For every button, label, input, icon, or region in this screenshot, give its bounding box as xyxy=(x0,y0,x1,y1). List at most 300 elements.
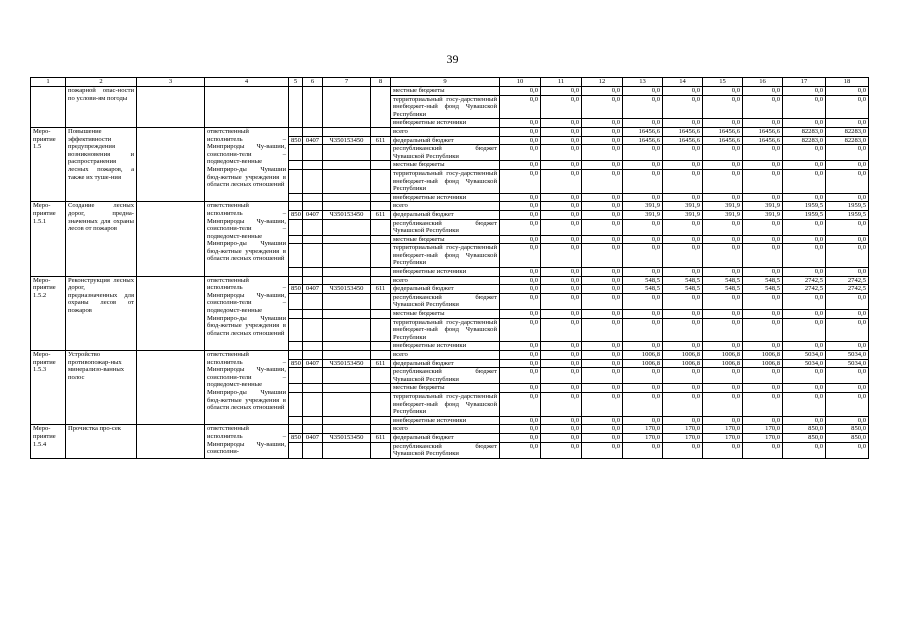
value-cell-col-16: 0,0 xyxy=(743,368,783,384)
value-cell-col-13: 548,5 xyxy=(623,285,663,294)
budget-code-c6 xyxy=(303,310,323,319)
value-cell-col-16: 0,0 xyxy=(743,416,783,425)
value-cell-col-12: 0,0 xyxy=(582,119,623,128)
column-number-row xyxy=(31,78,869,87)
target-indicator xyxy=(137,202,205,276)
value-cell-col-11: 0,0 xyxy=(541,87,582,96)
measure-label: Меро-приятие 1.5.3 xyxy=(31,351,66,425)
funding-source: внебюджетные источники xyxy=(391,416,500,425)
value-cell-col-12: 0,0 xyxy=(582,285,623,294)
budget-code-c7 xyxy=(323,193,371,202)
value-cell-col-14: 0,0 xyxy=(663,342,703,351)
funding-source: местные бюджеты xyxy=(391,161,500,170)
value-cell-col-13: 391,9 xyxy=(623,210,663,219)
value-cell-col-14: 0,0 xyxy=(663,442,703,458)
value-cell-col-16: 0,0 xyxy=(743,384,783,393)
value-cell-col-15: 0,0 xyxy=(703,318,743,342)
funding-source: местные бюджеты xyxy=(391,87,500,96)
value-cell-col-15: 0,0 xyxy=(703,293,743,309)
value-cell-col-14: 0,0 xyxy=(663,268,703,277)
budget-code-c5 xyxy=(289,202,303,211)
value-cell-col-10: 0,0 xyxy=(500,161,541,170)
value-cell-col-12: 0,0 xyxy=(582,268,623,277)
column-number-15: 15 xyxy=(703,78,743,87)
value-cell-col-17: 5034,0 xyxy=(783,351,826,360)
value-cell-col-16: 0,0 xyxy=(743,318,783,342)
budget-code-c5 xyxy=(289,384,303,393)
value-cell-col-12: 0,0 xyxy=(582,433,623,442)
table-row xyxy=(31,202,869,211)
value-cell-col-18: 0,0 xyxy=(826,244,869,268)
value-cell-col-11: 0,0 xyxy=(541,119,582,128)
column-number-9: 9 xyxy=(391,78,500,87)
value-cell-col-15: 0,0 xyxy=(703,368,743,384)
value-cell-col-17: 850,0 xyxy=(783,433,826,442)
budget-code-c7 xyxy=(323,416,371,425)
value-cell-col-18: 850,0 xyxy=(826,433,869,442)
value-cell-col-18: 0,0 xyxy=(826,318,869,342)
value-cell-col-13: 0,0 xyxy=(623,169,663,193)
value-cell-col-13: 0,0 xyxy=(623,219,663,235)
budget-code-c7 xyxy=(323,161,371,170)
value-cell-col-16: 1006,8 xyxy=(743,351,783,360)
value-cell-col-12: 0,0 xyxy=(582,425,623,434)
budget-code-c5: 850 xyxy=(289,285,303,294)
value-cell-col-14: 0,0 xyxy=(663,119,703,128)
value-cell-col-16: 0,0 xyxy=(743,342,783,351)
value-cell-col-17: 1959,5 xyxy=(783,210,826,219)
value-cell-col-11: 0,0 xyxy=(541,235,582,244)
value-cell-col-10: 0,0 xyxy=(500,342,541,351)
value-cell-col-17: 0,0 xyxy=(783,293,826,309)
value-cell-col-15: 391,9 xyxy=(703,210,743,219)
budget-code-c5 xyxy=(289,368,303,384)
value-cell-col-13: 548,5 xyxy=(623,276,663,285)
value-cell-col-17: 82283,0 xyxy=(783,127,826,136)
value-cell-col-17: 82283,0 xyxy=(783,136,826,145)
value-cell-col-10: 0,0 xyxy=(500,416,541,425)
value-cell-col-11: 0,0 xyxy=(541,244,582,268)
budget-code-c7 xyxy=(323,244,371,268)
value-cell-col-18: 5034,0 xyxy=(826,359,869,368)
budget-code-c6 xyxy=(303,392,323,416)
budget-code-c6 xyxy=(303,293,323,309)
value-cell-col-14: 0,0 xyxy=(663,193,703,202)
column-number-4: 4 xyxy=(205,78,289,87)
value-cell-col-10: 0,0 xyxy=(500,293,541,309)
value-cell-col-18: 0,0 xyxy=(826,384,869,393)
budget-code-c6 xyxy=(303,318,323,342)
budget-code-c5 xyxy=(289,416,303,425)
value-cell-col-12: 0,0 xyxy=(582,169,623,193)
budget-code-c8 xyxy=(371,87,391,128)
measure-label: Меро-приятие 1.5 xyxy=(31,127,66,201)
value-cell-col-11: 0,0 xyxy=(541,442,582,458)
value-cell-col-11: 0,0 xyxy=(541,193,582,202)
value-cell-col-15: 0,0 xyxy=(703,268,743,277)
value-cell-col-18: 0,0 xyxy=(826,342,869,351)
table-header xyxy=(31,78,869,87)
funding-source: местные бюджеты xyxy=(391,384,500,393)
column-number-7: 7 xyxy=(323,78,371,87)
value-cell-col-16: 548,5 xyxy=(743,276,783,285)
budget-code-c5 xyxy=(289,235,303,244)
budget-code-c5 xyxy=(289,127,303,136)
measure-label xyxy=(31,87,66,128)
value-cell-col-11: 0,0 xyxy=(541,145,582,161)
value-cell-col-17: 0,0 xyxy=(783,169,826,193)
value-cell-col-13: 0,0 xyxy=(623,145,663,161)
value-cell-col-15: 0,0 xyxy=(703,342,743,351)
value-cell-col-16: 0,0 xyxy=(743,95,783,119)
budget-code-c8: 611 xyxy=(371,136,391,145)
value-cell-col-11: 0,0 xyxy=(541,384,582,393)
value-cell-col-12: 0,0 xyxy=(582,276,623,285)
value-cell-col-18: 0,0 xyxy=(826,442,869,458)
budget-code-c6 xyxy=(303,87,323,128)
budget-code-c7: Ч350153450 xyxy=(323,433,371,442)
value-cell-col-18: 0,0 xyxy=(826,145,869,161)
budget-code-c8: 611 xyxy=(371,210,391,219)
value-cell-col-13: 0,0 xyxy=(623,293,663,309)
value-cell-col-17: 0,0 xyxy=(783,145,826,161)
budget-code-c5 xyxy=(289,425,303,434)
target-indicator xyxy=(137,127,205,201)
value-cell-col-17: 0,0 xyxy=(783,310,826,319)
value-cell-col-18: 0,0 xyxy=(826,119,869,128)
budget-code-c8 xyxy=(371,310,391,319)
budget-code-c7 xyxy=(323,384,371,393)
value-cell-col-15: 16456,6 xyxy=(703,136,743,145)
column-number-1: 1 xyxy=(31,78,66,87)
table-row xyxy=(31,425,869,434)
value-cell-col-13: 0,0 xyxy=(623,384,663,393)
value-cell-col-10: 0,0 xyxy=(500,145,541,161)
value-cell-col-16: 0,0 xyxy=(743,392,783,416)
value-cell-col-11: 0,0 xyxy=(541,210,582,219)
value-cell-col-13: 0,0 xyxy=(623,161,663,170)
value-cell-col-14: 1006,8 xyxy=(663,359,703,368)
value-cell-col-12: 0,0 xyxy=(582,342,623,351)
value-cell-col-10: 0,0 xyxy=(500,318,541,342)
budget-code-c8 xyxy=(371,244,391,268)
value-cell-col-15: 0,0 xyxy=(703,384,743,393)
budget-code-c5 xyxy=(289,351,303,360)
budget-code-c8 xyxy=(371,342,391,351)
budget-code-c6 xyxy=(303,425,323,434)
budget-code-c5 xyxy=(289,244,303,268)
value-cell-col-11: 0,0 xyxy=(541,433,582,442)
budget-code-c7 xyxy=(323,442,371,458)
value-cell-col-18: 1959,5 xyxy=(826,210,869,219)
value-cell-col-16: 0,0 xyxy=(743,161,783,170)
value-cell-col-11: 0,0 xyxy=(541,351,582,360)
budget-code-c5 xyxy=(289,310,303,319)
value-cell-col-18: 1959,5 xyxy=(826,202,869,211)
value-cell-col-10: 0,0 xyxy=(500,310,541,319)
budget-code-c5: 850 xyxy=(289,210,303,219)
value-cell-col-14: 391,9 xyxy=(663,210,703,219)
value-cell-col-12: 0,0 xyxy=(582,95,623,119)
budget-code-c8 xyxy=(371,235,391,244)
budget-code-c6 xyxy=(303,235,323,244)
responsible-executor: ответственный исполнитель – Минприроды Чу-вашии, соисполни-тели – подведомст-венные Минприро-ды Чувашии бюд-жетные учреждения в области лесных отношений xyxy=(205,127,289,201)
budget-code-c7 xyxy=(323,425,371,434)
budget-code-c5 xyxy=(289,161,303,170)
value-cell-col-16: 0,0 xyxy=(743,193,783,202)
value-cell-col-10: 0,0 xyxy=(500,244,541,268)
measure-name: Создание лесных дорог, предна-значенных для охраны лесов от пожаров xyxy=(66,202,137,276)
value-cell-col-13: 0,0 xyxy=(623,119,663,128)
budget-code-c7 xyxy=(323,318,371,342)
measure-name: Устройство противопожар-ных минерализо-ванных полос xyxy=(66,351,137,425)
funding-source: внебюджетные источники xyxy=(391,268,500,277)
value-cell-col-17: 2742,5 xyxy=(783,276,826,285)
budget-code-c8 xyxy=(371,392,391,416)
value-cell-col-16: 0,0 xyxy=(743,87,783,96)
value-cell-col-14: 0,0 xyxy=(663,392,703,416)
responsible-executor: ответственный исполнитель – Минприроды Чу-вашии, соисполни-тели – подведомст-венные Минприро-ды Чувашии бюд-жетные учреждения в области лесных отношений xyxy=(205,276,289,350)
value-cell-col-12: 0,0 xyxy=(582,368,623,384)
value-cell-col-16: 0,0 xyxy=(743,219,783,235)
value-cell-col-16: 0,0 xyxy=(743,310,783,319)
value-cell-col-12: 0,0 xyxy=(582,193,623,202)
value-cell-col-15: 16456,6 xyxy=(703,127,743,136)
funding-source: республиканский бюджет Чувашской Республики xyxy=(391,293,500,309)
funding-source: федеральный бюджет xyxy=(391,285,500,294)
funding-source: федеральный бюджет xyxy=(391,210,500,219)
value-cell-col-11: 0,0 xyxy=(541,268,582,277)
value-cell-col-12: 0,0 xyxy=(582,210,623,219)
value-cell-col-17: 0,0 xyxy=(783,442,826,458)
value-cell-col-10: 0,0 xyxy=(500,127,541,136)
value-cell-col-15: 0,0 xyxy=(703,161,743,170)
measure-name: Прочистка про-сек xyxy=(66,425,137,458)
value-cell-col-14: 0,0 xyxy=(663,310,703,319)
column-number-5: 5 xyxy=(289,78,303,87)
value-cell-col-12: 0,0 xyxy=(582,235,623,244)
budget-code-c6: 0407 xyxy=(303,210,323,219)
budget-code-c8 xyxy=(371,416,391,425)
column-number-3: 3 xyxy=(137,78,205,87)
value-cell-col-18: 0,0 xyxy=(826,87,869,96)
value-cell-col-14: 0,0 xyxy=(663,169,703,193)
value-cell-col-10: 0,0 xyxy=(500,359,541,368)
value-cell-col-14: 0,0 xyxy=(663,95,703,119)
value-cell-col-17: 0,0 xyxy=(783,235,826,244)
budget-code-c8 xyxy=(371,127,391,136)
value-cell-col-10: 0,0 xyxy=(500,87,541,96)
value-cell-col-17: 2742,5 xyxy=(783,285,826,294)
value-cell-col-10: 0,0 xyxy=(500,119,541,128)
budget-code-c5 xyxy=(289,342,303,351)
budget-code-c6: 0407 xyxy=(303,285,323,294)
value-cell-col-18: 0,0 xyxy=(826,169,869,193)
value-cell-col-14: 0,0 xyxy=(663,368,703,384)
value-cell-col-11: 0,0 xyxy=(541,95,582,119)
value-cell-col-14: 391,9 xyxy=(663,202,703,211)
value-cell-col-10: 0,0 xyxy=(500,392,541,416)
value-cell-col-15: 0,0 xyxy=(703,392,743,416)
value-cell-col-17: 0,0 xyxy=(783,384,826,393)
value-cell-col-17: 0,0 xyxy=(783,161,826,170)
column-number-6: 6 xyxy=(303,78,323,87)
funding-source: республиканский бюджет Чувашской Республики xyxy=(391,145,500,161)
budget-code-c8 xyxy=(371,219,391,235)
table-row xyxy=(31,127,869,136)
value-cell-col-14: 0,0 xyxy=(663,235,703,244)
budget-code-c6: 0407 xyxy=(303,359,323,368)
budget-code-c7 xyxy=(323,342,371,351)
budget-code-c8 xyxy=(371,351,391,360)
column-number-8: 8 xyxy=(371,78,391,87)
value-cell-col-13: 0,0 xyxy=(623,235,663,244)
value-cell-col-15: 1006,8 xyxy=(703,351,743,360)
value-cell-col-14: 548,5 xyxy=(663,276,703,285)
value-cell-col-10: 0,0 xyxy=(500,384,541,393)
value-cell-col-10: 0,0 xyxy=(500,268,541,277)
target-indicator xyxy=(137,425,205,458)
budget-code-c6 xyxy=(303,351,323,360)
value-cell-col-11: 0,0 xyxy=(541,136,582,145)
budget-code-c6 xyxy=(303,368,323,384)
budget-code-c7 xyxy=(323,235,371,244)
value-cell-col-10: 0,0 xyxy=(500,442,541,458)
funding-source: всего xyxy=(391,202,500,211)
value-cell-col-16: 391,9 xyxy=(743,202,783,211)
value-cell-col-13: 170,0 xyxy=(623,425,663,434)
budget-code-c8: 611 xyxy=(371,285,391,294)
column-number-16: 16 xyxy=(743,78,783,87)
value-cell-col-16: 170,0 xyxy=(743,425,783,434)
budget-code-c5 xyxy=(289,276,303,285)
funding-source: республиканский бюджет Чувашской Республики xyxy=(391,368,500,384)
value-cell-col-13: 0,0 xyxy=(623,310,663,319)
budget-code-c8 xyxy=(371,276,391,285)
value-cell-col-15: 548,5 xyxy=(703,276,743,285)
measure-name: пожарной опас-ности по услови-ям погоды xyxy=(66,87,137,128)
budget-code-c7 xyxy=(323,268,371,277)
value-cell-col-11: 0,0 xyxy=(541,219,582,235)
value-cell-col-14: 0,0 xyxy=(663,145,703,161)
value-cell-col-17: 0,0 xyxy=(783,416,826,425)
value-cell-col-10: 0,0 xyxy=(500,95,541,119)
budget-code-c7 xyxy=(323,202,371,211)
value-cell-col-16: 0,0 xyxy=(743,293,783,309)
value-cell-col-16: 0,0 xyxy=(743,235,783,244)
value-cell-col-13: 0,0 xyxy=(623,268,663,277)
column-number-17: 17 xyxy=(783,78,826,87)
funding-source: внебюджетные источники xyxy=(391,342,500,351)
value-cell-col-14: 1006,8 xyxy=(663,351,703,360)
value-cell-col-15: 0,0 xyxy=(703,219,743,235)
value-cell-col-11: 0,0 xyxy=(541,293,582,309)
value-cell-col-15: 0,0 xyxy=(703,244,743,268)
value-cell-col-17: 0,0 xyxy=(783,193,826,202)
value-cell-col-12: 0,0 xyxy=(582,244,623,268)
value-cell-col-14: 0,0 xyxy=(663,219,703,235)
value-cell-col-12: 0,0 xyxy=(582,161,623,170)
budget-code-c8 xyxy=(371,145,391,161)
value-cell-col-11: 0,0 xyxy=(541,169,582,193)
value-cell-col-10: 0,0 xyxy=(500,425,541,434)
value-cell-col-10: 0,0 xyxy=(500,202,541,211)
value-cell-col-13: 16456,6 xyxy=(623,136,663,145)
value-cell-col-15: 391,9 xyxy=(703,202,743,211)
value-cell-col-18: 82283,0 xyxy=(826,127,869,136)
budget-code-c8 xyxy=(371,425,391,434)
value-cell-col-18: 0,0 xyxy=(826,193,869,202)
value-cell-col-11: 0,0 xyxy=(541,425,582,434)
value-cell-col-11: 0,0 xyxy=(541,202,582,211)
responsible-executor xyxy=(205,87,289,128)
value-cell-col-18: 82283,0 xyxy=(826,136,869,145)
funding-source: всего xyxy=(391,351,500,360)
budget-code-c5 xyxy=(289,87,303,128)
value-cell-col-18: 0,0 xyxy=(826,268,869,277)
budget-code-c7 xyxy=(323,351,371,360)
value-cell-col-13: 0,0 xyxy=(623,193,663,202)
funding-source: внебюджетные источники xyxy=(391,119,500,128)
value-cell-col-16: 170,0 xyxy=(743,433,783,442)
budget-code-c8 xyxy=(371,161,391,170)
value-cell-col-14: 548,5 xyxy=(663,285,703,294)
value-cell-col-18: 0,0 xyxy=(826,219,869,235)
funding-source: местные бюджеты xyxy=(391,235,500,244)
value-cell-col-18: 0,0 xyxy=(826,235,869,244)
column-number-10: 10 xyxy=(500,78,541,87)
value-cell-col-17: 0,0 xyxy=(783,95,826,119)
value-cell-col-13: 1006,8 xyxy=(623,351,663,360)
table-row xyxy=(31,276,869,285)
value-cell-col-15: 0,0 xyxy=(703,416,743,425)
value-cell-col-14: 0,0 xyxy=(663,293,703,309)
budget-code-c8 xyxy=(371,384,391,393)
budget-code-c8: 611 xyxy=(371,433,391,442)
value-cell-col-16: 0,0 xyxy=(743,145,783,161)
value-cell-col-15: 170,0 xyxy=(703,425,743,434)
budget-code-c6 xyxy=(303,161,323,170)
value-cell-col-13: 170,0 xyxy=(623,433,663,442)
value-cell-col-12: 0,0 xyxy=(582,310,623,319)
value-cell-col-15: 170,0 xyxy=(703,433,743,442)
budget-code-c6 xyxy=(303,244,323,268)
value-cell-col-11: 0,0 xyxy=(541,342,582,351)
table-row xyxy=(31,87,869,96)
value-cell-col-10: 0,0 xyxy=(500,351,541,360)
column-number-18: 18 xyxy=(826,78,869,87)
value-cell-col-16: 16456,6 xyxy=(743,127,783,136)
value-cell-col-11: 0,0 xyxy=(541,368,582,384)
budget-code-c7 xyxy=(323,145,371,161)
table-body xyxy=(31,87,869,459)
column-number-11: 11 xyxy=(541,78,582,87)
value-cell-col-12: 0,0 xyxy=(582,318,623,342)
value-cell-col-18: 2742,5 xyxy=(826,285,869,294)
value-cell-col-15: 0,0 xyxy=(703,119,743,128)
value-cell-col-18: 0,0 xyxy=(826,293,869,309)
value-cell-col-12: 0,0 xyxy=(582,219,623,235)
value-cell-col-18: 850,0 xyxy=(826,425,869,434)
value-cell-col-16: 548,5 xyxy=(743,285,783,294)
value-cell-col-16: 0,0 xyxy=(743,244,783,268)
value-cell-col-12: 0,0 xyxy=(582,87,623,96)
budget-code-c6 xyxy=(303,219,323,235)
budget-code-c7 xyxy=(323,392,371,416)
value-cell-col-15: 0,0 xyxy=(703,235,743,244)
value-cell-col-17: 0,0 xyxy=(783,368,826,384)
value-cell-col-18: 0,0 xyxy=(826,310,869,319)
